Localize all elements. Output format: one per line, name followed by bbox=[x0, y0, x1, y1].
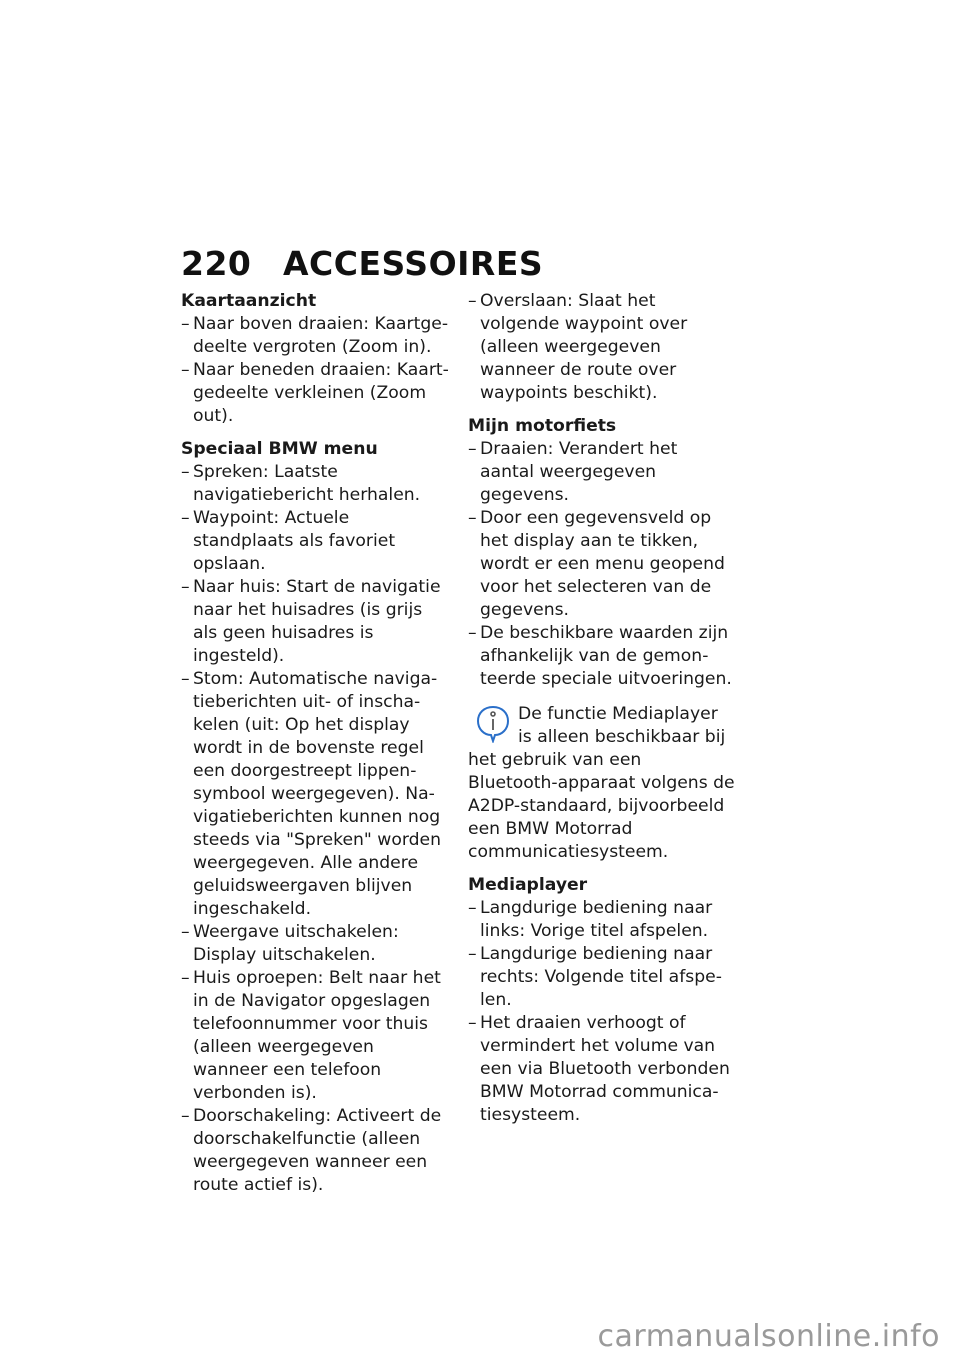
section-title: Mediaplayer bbox=[468, 875, 588, 895]
section-title: Speciaal BMW menu bbox=[181, 439, 378, 459]
list-item: – Naar huis: Start de navigatie naar het huisadres (is grijs als geen huisadres is ingesteld). bbox=[181, 576, 449, 668]
list-item: – Spreken: Laatste navigatiebericht herhalen. bbox=[181, 461, 449, 507]
left-column bbox=[181, 290, 449, 1197]
list-item: – Door een gegevensveld op het display aan te tikken, wordt er een menu geopend voor het selecteren van de gegevens. bbox=[468, 507, 736, 622]
page-number: 220 bbox=[181, 244, 252, 283]
bullet-list bbox=[468, 897, 736, 1127]
note-text: De functie Mediaplayer is alleen beschikbaar bij het gebruik van een Bluetooth-apparaat volgens de A2DP-standaard, bijvoorbeeld een BMW Motorrad communicatiesysteem. bbox=[468, 704, 735, 862]
list-item: – Draaien: Verandert het aantal weergegeven gegevens. bbox=[468, 438, 736, 507]
page-header bbox=[181, 244, 543, 283]
list-item: – De beschikbare waarden zijn afhankelijk van de gemonteerde speciale uitvoeringen. bbox=[468, 622, 736, 691]
section-speciaal-bmw-menu bbox=[181, 438, 449, 1197]
list-item: – Langdurige bediening naar rechts: Volgende titel afspelen. bbox=[468, 943, 736, 1012]
section-title: Kaartaanzicht bbox=[181, 291, 317, 311]
bullet-list bbox=[468, 438, 736, 691]
watermark: carmanualsonline.info bbox=[597, 1319, 940, 1354]
info-note bbox=[468, 703, 736, 864]
section-kaartaanzicht bbox=[181, 290, 449, 428]
list-item: – Stom: Automatische navigatieberichten uit- of inschakelen (uit: Op het display wordt in de bovenste regel een doorgestreept lippensymbool weergegeven). Navigatieberichten kunnen nog steeds via "Spreken" worden weergegeven. Alle andere geluidsweergaven blijven ingeschakeld. bbox=[181, 668, 449, 921]
list-item: – Waypoint: Actuele standplaats als favoriet opslaan. bbox=[181, 507, 449, 576]
bullet-list bbox=[181, 461, 449, 1197]
list-item: – Langdurige bediening naar links: Vorige titel afspelen. bbox=[468, 897, 736, 943]
list-item: – Doorschakeling: Activeert de doorschakelfunctie (alleen weergegeven wanneer een route actief is). bbox=[181, 1105, 449, 1197]
right-column bbox=[468, 290, 736, 1127]
bullet-list bbox=[468, 290, 736, 405]
list-item: – Het draaien verhoogt of vermindert het volume van een via Bluetooth verbonden BMW Motorrad communicatiesysteem. bbox=[468, 1012, 736, 1127]
list-item: – Naar beneden draaien: Kaartgedeelte verkleinen (Zoom out). bbox=[181, 359, 449, 428]
section-title: Mijn motorfiets bbox=[468, 416, 617, 436]
info-icon bbox=[476, 705, 510, 743]
list-item: – Weergave uitschakelen: Display uitschakelen. bbox=[181, 921, 449, 967]
chapter-title: ACCESSOIRES bbox=[283, 244, 544, 283]
bullet-list bbox=[181, 313, 449, 428]
section-mijn-motorfiets bbox=[468, 415, 736, 691]
list-item: – Naar boven draaien: Kaartgedeelte vergroten (Zoom in). bbox=[181, 313, 449, 359]
section-mediaplayer bbox=[468, 874, 736, 1127]
list-item: – Overslaan: Slaat het volgende waypoint over (alleen weergegeven wanneer de route over waypoints beschikt). bbox=[468, 290, 736, 405]
list-item: – Huis oproepen: Belt naar het in de Navigator opgeslagen telefoonnummer voor thuis (alleen weergegeven wanneer een telefoon verbonden is). bbox=[181, 967, 449, 1105]
